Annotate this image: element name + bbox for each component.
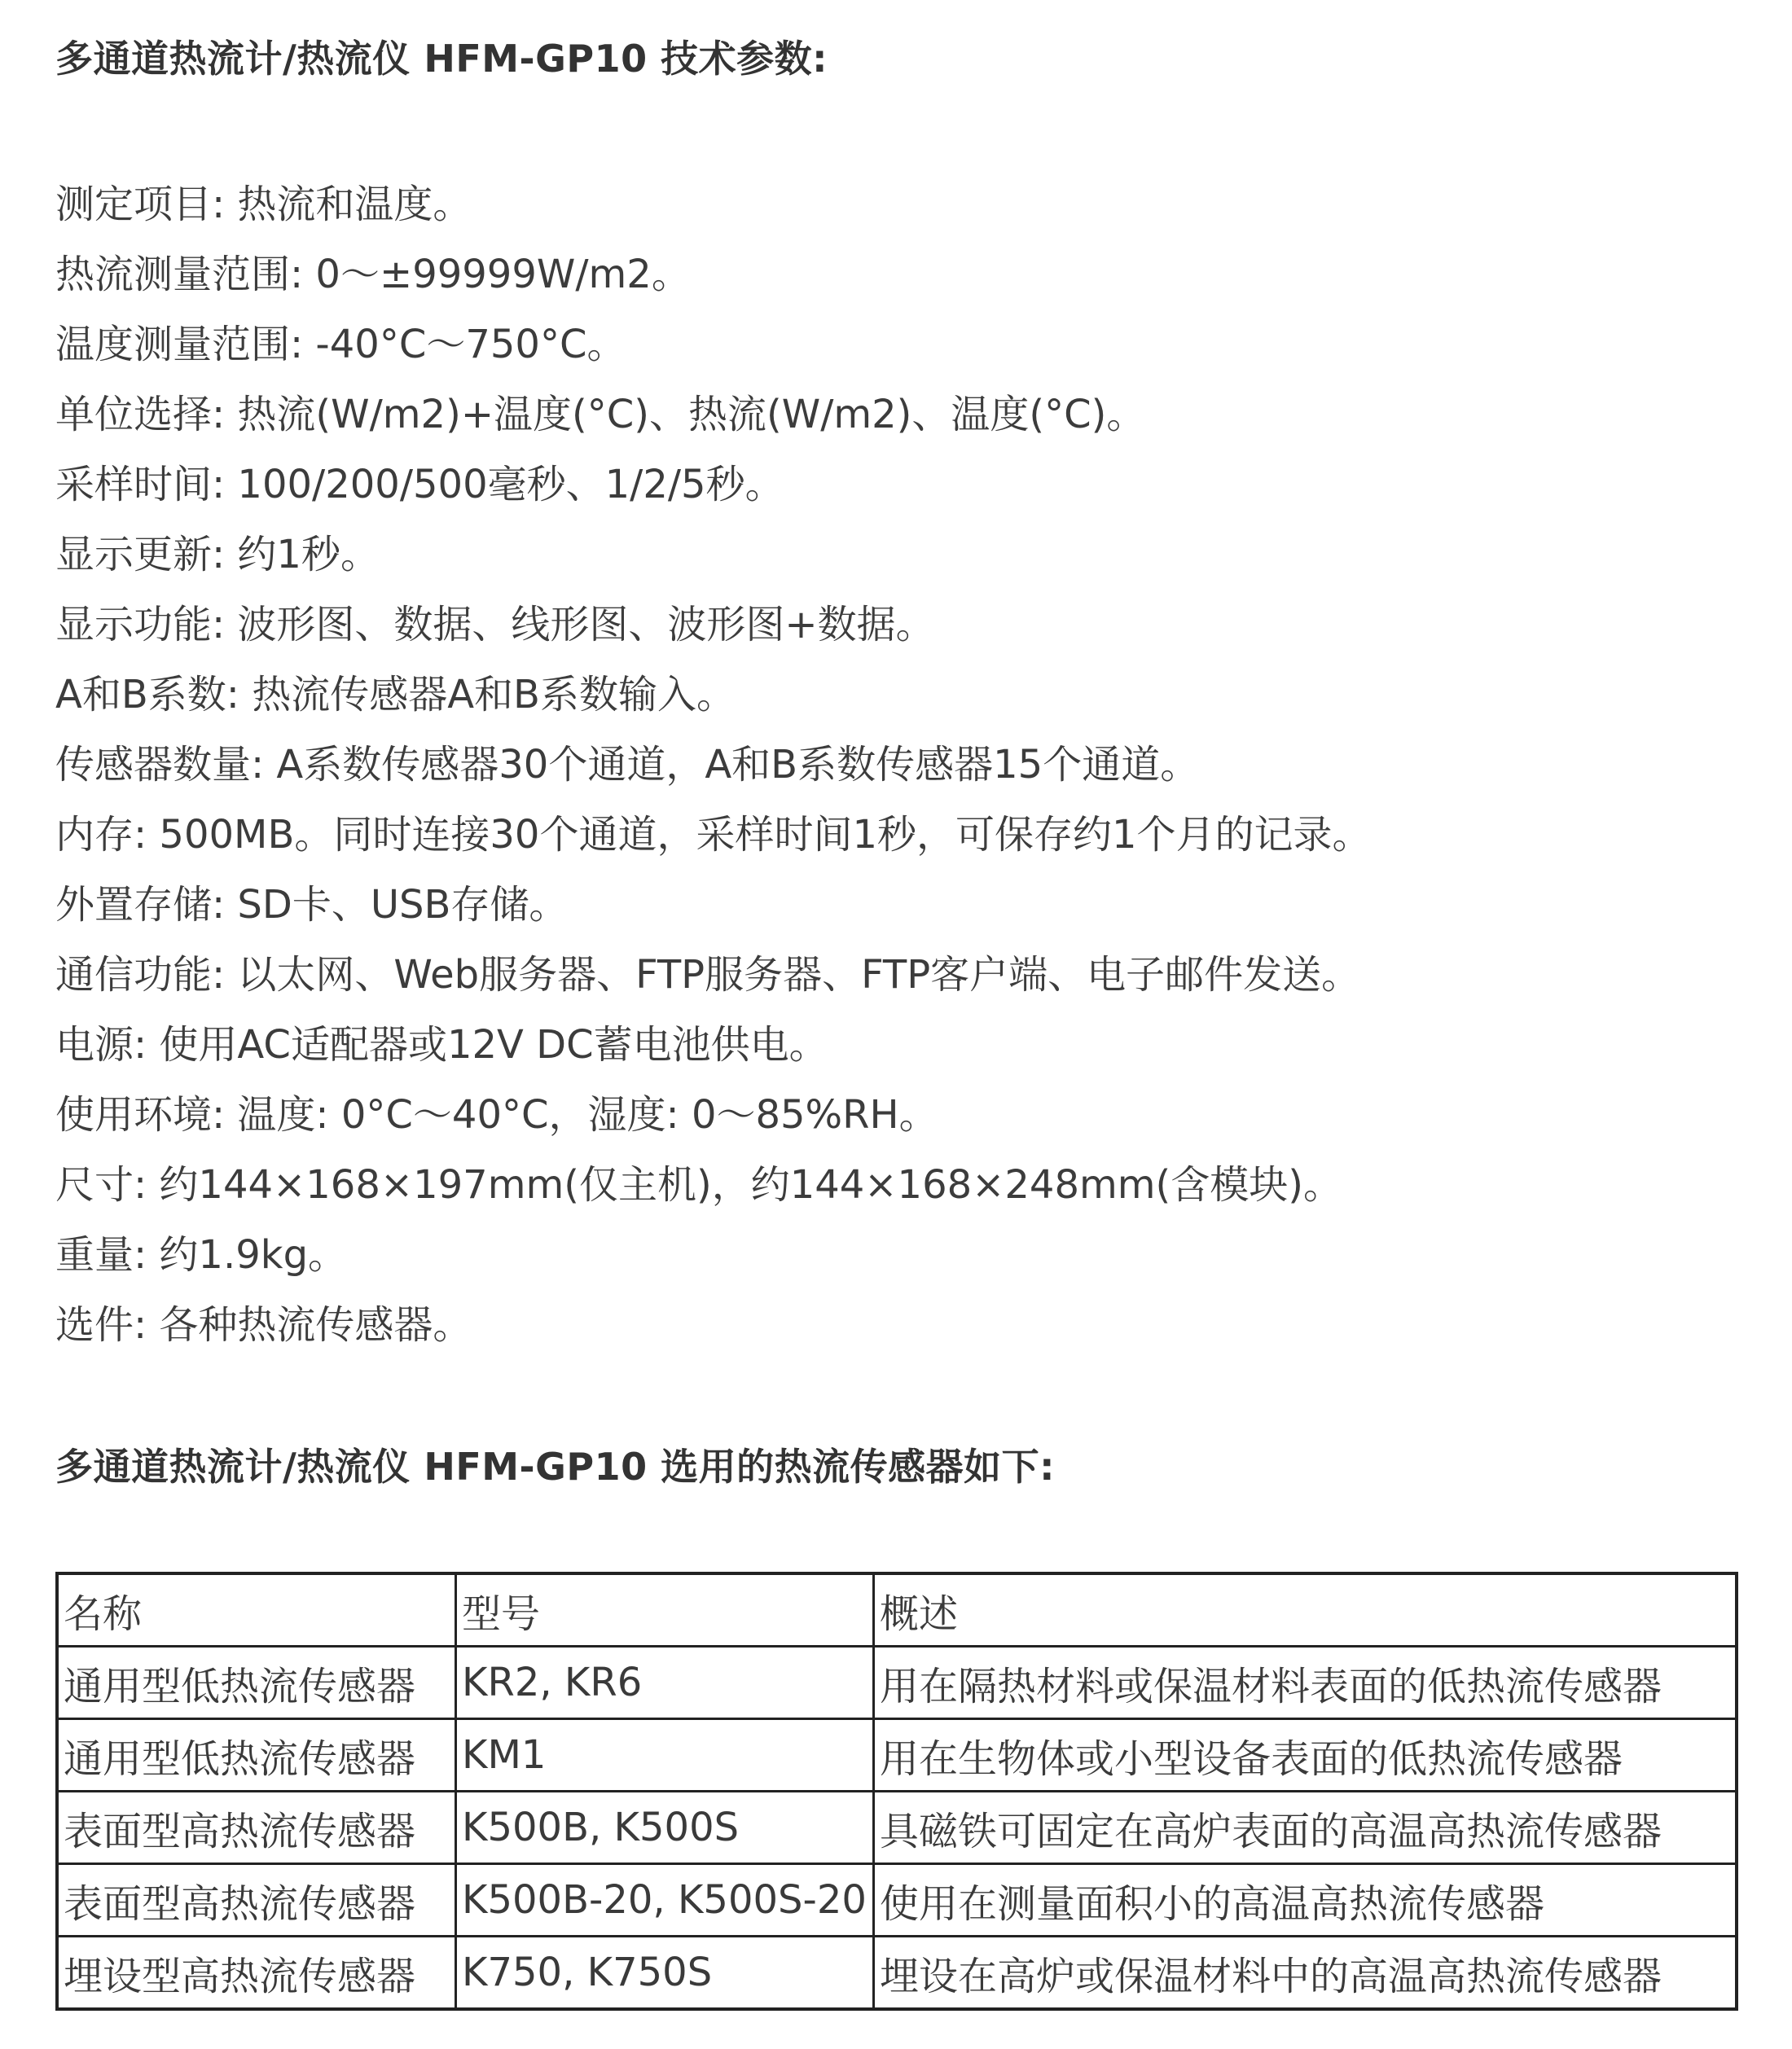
- spec-line: 外置存储: SD卡、USB存储。: [55, 882, 569, 928]
- spec-line: 通信功能: 以太网、Web服务器、FTP服务器、FTP客户端、电子邮件发送。: [55, 952, 1361, 998]
- cell-description: 使用在测量面积小的高温高热流传感器: [874, 1864, 1737, 1937]
- cell-description: 用在生物体或小型设备表面的低热流传感器: [874, 1719, 1737, 1792]
- spec-line: 显示更新: 约1秒。: [55, 532, 380, 577]
- spec-list: [55, 169, 1372, 1360]
- spec-line: 温度测量范围: -40°C～750°C。: [55, 322, 626, 367]
- spec-line: 内存: 500MB。同时连接30个通道，采样时间1秒，可保存约1个月的记录。: [55, 812, 1372, 858]
- spec-line: 电源: 使用AC适配器或12V DC蓄电池供电。: [55, 1022, 828, 1068]
- cell-name: 通用型低热流传感器: [57, 1719, 456, 1792]
- spec-line: 显示功能: 波形图、数据、线形图、波形图+数据。: [55, 602, 935, 647]
- column-header-model: 型号: [456, 1573, 874, 1647]
- cell-model: K750, K750S: [456, 1937, 874, 2010]
- sensor-heading: 多通道热流计/热流仪 HFM-GP10 选用的热流传感器如下:: [55, 1445, 1055, 1489]
- cell-model: KR2, KR6: [456, 1647, 874, 1719]
- cell-name: 表面型高热流传感器: [57, 1864, 456, 1937]
- spec-line: A和B系数: 热流传感器A和B系数输入。: [55, 672, 736, 717]
- spec-heading: 多通道热流计/热流仪 HFM-GP10 技术参数:: [55, 37, 828, 81]
- cell-name: 通用型低热流传感器: [57, 1647, 456, 1719]
- cell-name: 表面型高热流传感器: [57, 1792, 456, 1864]
- table-row: [57, 1719, 1737, 1792]
- spec-line: 测定项目: 热流和温度。: [55, 182, 472, 227]
- cell-name: 埋设型高热流传感器: [57, 1937, 456, 2010]
- spec-line: 单位选择: 热流(W/m2)+温度(°C)、热流(W/m2)、温度(°C)。: [55, 392, 1146, 437]
- cell-model: K500B, K500S: [456, 1792, 874, 1864]
- column-header-name: 名称: [57, 1573, 456, 1647]
- spec-line: 传感器数量: A系数传感器30个通道，A和B系数传感器15个通道。: [55, 742, 1200, 788]
- spec-line: 选件: 各种热流传感器。: [55, 1302, 472, 1348]
- cell-description: 具磁铁可固定在高炉表面的高温高热流传感器: [874, 1792, 1737, 1864]
- table-header-row: [57, 1573, 1737, 1647]
- spec-line: 热流测量范围: 0～±99999W/m2。: [55, 252, 691, 297]
- spec-line: 尺寸: 约144×168×197mm(仅主机)，约144×168×248mm(含模块)。: [55, 1162, 1342, 1208]
- cell-description: 用在隔热材料或保温材料表面的低热流传感器: [874, 1647, 1737, 1719]
- table-row: [57, 1937, 1737, 2010]
- table-row: [57, 1864, 1737, 1937]
- spec-line: 采样时间: 100/200/500毫秒、1/2/5秒。: [55, 462, 784, 507]
- cell-model: K500B-20, K500S-20: [456, 1864, 874, 1937]
- table-row: [57, 1792, 1737, 1864]
- table-row: [57, 1647, 1737, 1719]
- cell-model: KM1: [456, 1719, 874, 1792]
- spec-line: 使用环境: 温度: 0°C～40°C，湿度: 0～85%RH。: [55, 1092, 938, 1138]
- cell-description: 埋设在高炉或保温材料中的高温高热流传感器: [874, 1937, 1737, 2010]
- column-header-description: 概述: [874, 1573, 1737, 1647]
- spec-line: 重量: 约1.9kg。: [55, 1232, 348, 1278]
- sensor-table: [55, 1572, 1738, 2011]
